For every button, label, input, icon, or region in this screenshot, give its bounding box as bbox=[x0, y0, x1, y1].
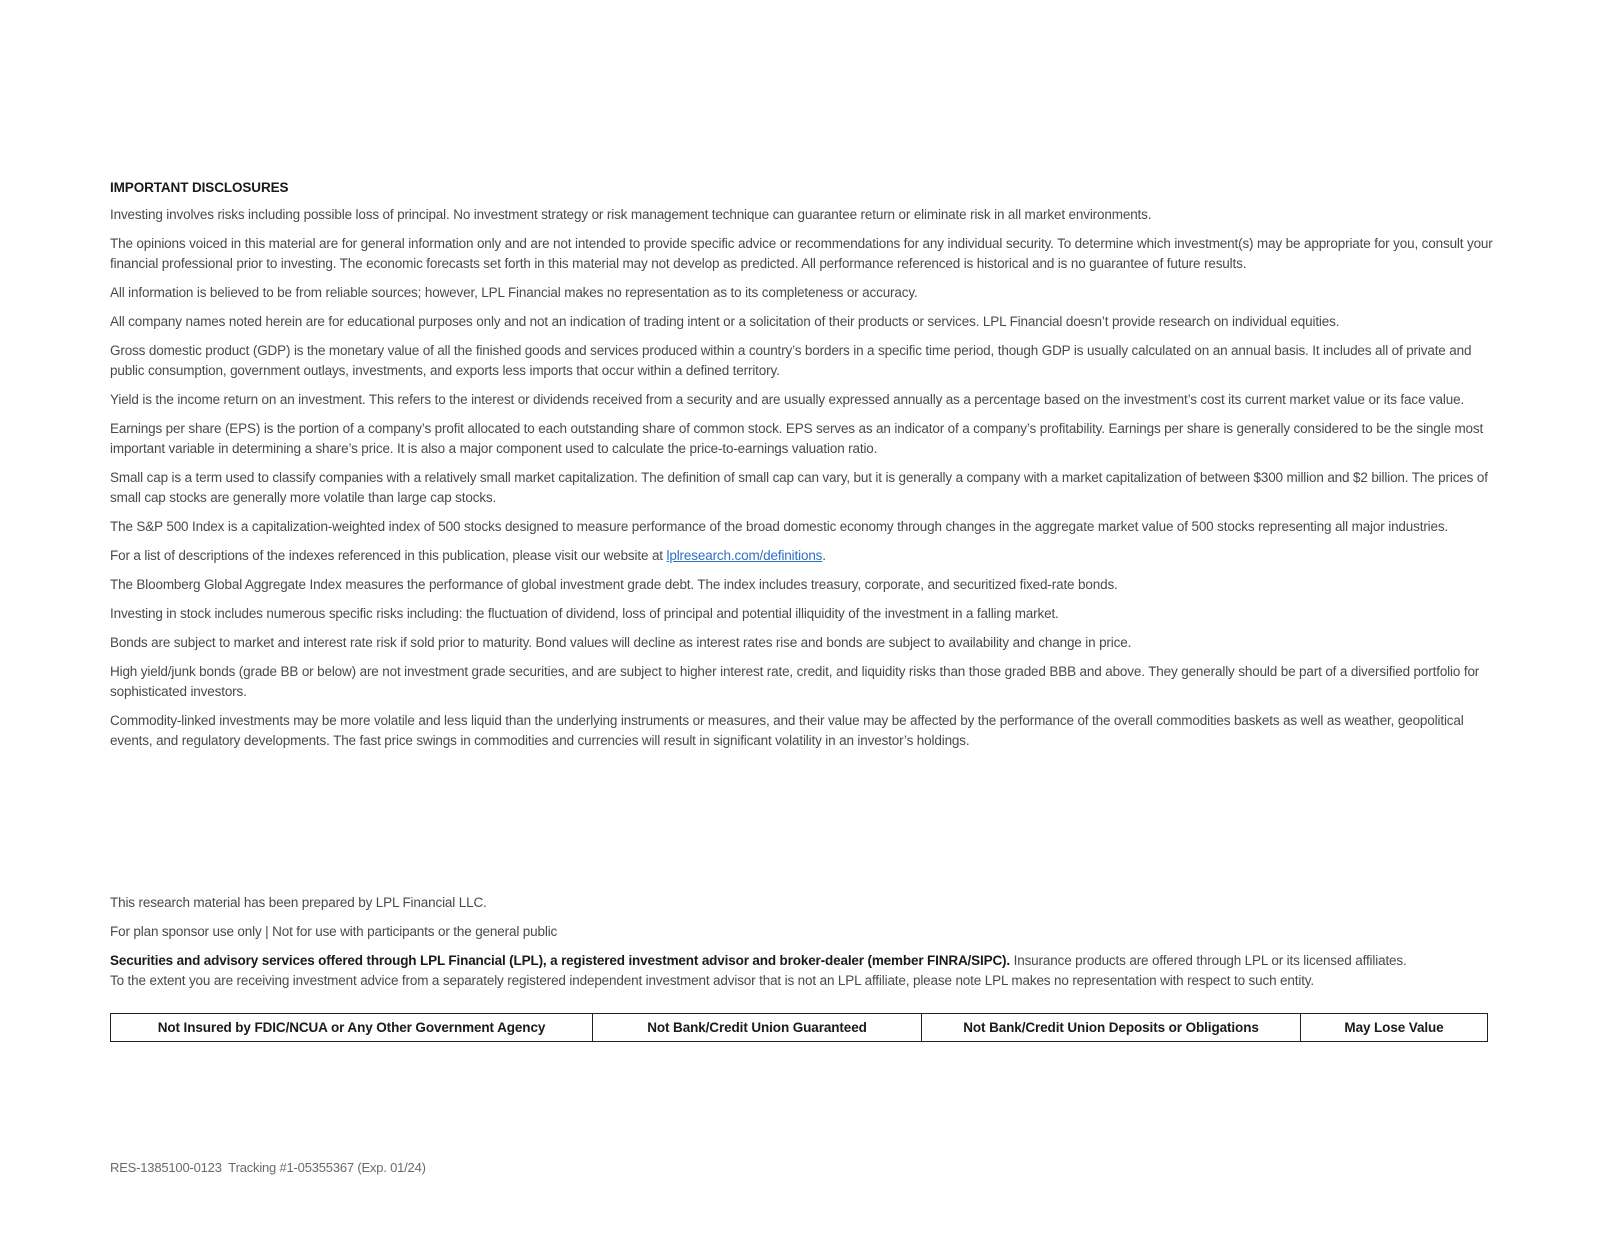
index-definitions-suffix: . bbox=[822, 548, 826, 563]
disclosure-paragraph: Investing involves risks including possible loss of principal. No investment strategy or risk management technique can guarantee return or eliminate risk in all market environments. bbox=[110, 207, 1152, 222]
definitions-link[interactable]: lplresearch.com/definitions bbox=[666, 548, 823, 563]
tracking-number: RES-1385100-0123 Tracking #1-05355367 (Exp. 01/24) bbox=[110, 1160, 426, 1175]
disclosure-paragraph: All company names noted herein are for educational purposes only and not an indication of trading intent or a solicitation of their products or services. LPL Financial doesn’t provide research on individual equities. bbox=[110, 314, 1340, 329]
disclosure-paragraph: The S&P 500 Index is a capitalization-weighted index of 500 stocks designed to measure performance of the broad domestic economy through changes in the aggregate market value of 500 stocks representing all major industries. bbox=[110, 519, 1449, 534]
prepared-by-text: This research material has been prepared by LPL Financial LLC. bbox=[110, 895, 487, 910]
advice-note: To the extent you are receiving investment advice from a separately registered independent investment advisor that is not an LPL affiliate, please note LPL makes no representation with respect to such entity. bbox=[110, 973, 1315, 988]
securities-statement-bold: Securities and advisory services offered through LPL Financial (LPL), a registered investment advisor and broker-dealer (member FINRA/SIPC). bbox=[110, 953, 1011, 968]
index-definitions-paragraph bbox=[110, 546, 1500, 566]
disclosure-badges bbox=[110, 1013, 1488, 1042]
disclosure-paragraph: High yield/junk bonds (grade BB or below) are not investment grade securities, and are subject to higher interest rate, credit, and liquidity risks than those graded BBB and above. They generally should be part of a diversified portfolio for sophisticated investors. bbox=[110, 664, 1480, 699]
disclosure-paragraph: Gross domestic product (GDP) is the monetary value of all the finished goods and services produced within a country’s borders in a specific time period, though GDP is usually calculated on an annual basis. It includes all of private and public consumption, government outlays, investments, and exports less imports that occur within a defined territory. bbox=[110, 343, 1472, 378]
disclosure-paragraph: Earnings per share (EPS) is the portion of a company’s profit allocated to each outstanding share of common stock. EPS serves as an indicator of a company’s profitability. Earnings per share is generally considered to be the single most important variable in determining a share’s price. It is also a major component used to calculate the price-to-earnings valuation ratio. bbox=[110, 421, 1484, 456]
footer-section bbox=[110, 893, 1500, 991]
disclosures-section bbox=[110, 180, 1500, 760]
disclosure-paragraph: Yield is the income return on an investment. This refers to the interest or dividends received from a security and are usually expressed annually as a percentage based on the investment’s cost its current market value or its face value. bbox=[110, 392, 1465, 407]
plan-sponsor-text: For plan sponsor use only | Not for use with participants or the general public bbox=[110, 924, 558, 939]
index-definitions-prefix: For a list of descriptions of the indexes referenced in this publication, please visit our website at bbox=[110, 548, 667, 563]
badge-not-deposits: Not Bank/Credit Union Deposits or Obligations bbox=[922, 1014, 1301, 1041]
securities-statement bbox=[110, 951, 1500, 991]
badge-not-guaranteed: Not Bank/Credit Union Guaranteed bbox=[593, 1014, 922, 1041]
disclosure-paragraph: Small cap is a term used to classify companies with a relatively small market capitalization. The definition of small cap can vary, but it is generally a company with a market capitalization of between $300 million and $2 billion. The prices of small cap stocks are generally more volatile than large cap stocks. bbox=[110, 470, 1488, 505]
disclosure-paragraph: All information is believed to be from reliable sources; however, LPL Financial makes no representation as to its completeness or accuracy. bbox=[110, 285, 918, 300]
disclosures-heading: IMPORTANT DISCLOSURES bbox=[110, 180, 289, 195]
disclosure-paragraph: Investing in stock includes numerous specific risks including: the fluctuation of dividend, loss of principal and potential illiquidity of the investment in a falling market. bbox=[110, 606, 1059, 621]
securities-statement-rest: Insurance products are offered through LPL or its licensed affiliates. bbox=[1010, 953, 1407, 968]
disclosure-paragraph: The Bloomberg Global Aggregate Index measures the performance of global investment grade debt. The index includes treasury, corporate, and securitized fixed-rate bonds. bbox=[110, 577, 1118, 592]
badge-may-lose-value: May Lose Value bbox=[1344, 1020, 1444, 1035]
disclosure-paragraph: The opinions voiced in this material are for general information only and are not intended to provide specific advice or recommendations for any individual security. To determine which investment(s) may be appropriate for you, consult your financial professional prior to investing. The economic forecasts set forth in this material may not develop as predicted. All performance referenced is historical and is no guarantee of future results. bbox=[110, 236, 1493, 271]
badge-not-insured: Not Insured by FDIC/NCUA or Any Other Government Agency bbox=[111, 1014, 593, 1041]
disclosure-paragraph: Bonds are subject to market and interest rate risk if sold prior to maturity. Bond values will decline as interest rates rise and bonds are subject to availability and change in price. bbox=[110, 635, 1132, 650]
disclosure-paragraph: Commodity-linked investments may be more volatile and less liquid than the underlying instruments or measures, and their value may be affected by the performance of the overall commodities baskets as well as weather, geopolitical events, and regulatory developments. The fast price swings in commodities and currencies will result in significant volatility in an investor’s holdings. bbox=[110, 713, 1464, 748]
